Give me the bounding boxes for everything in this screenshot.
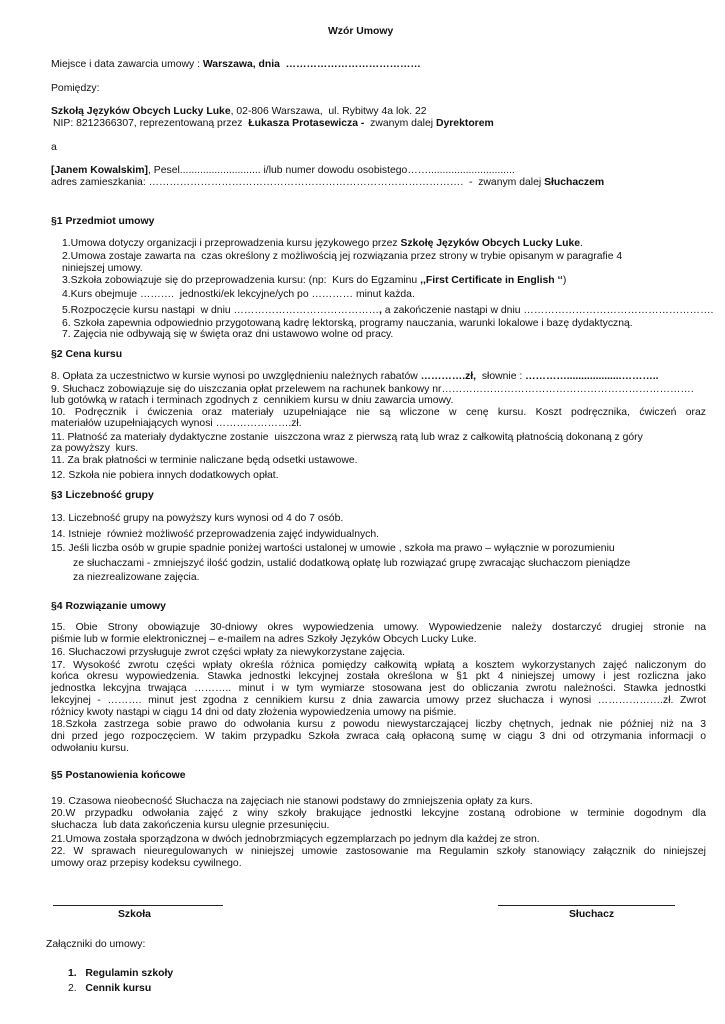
s4-item-15-cont: piśmie lub w formie elektronicznej – e-mailem na adres Szkoły Języków Obcych Lucky Luke. (51, 634, 477, 645)
s2-item-12: 12. Szkoła nie pobiera innych dodatkowych opłat. (51, 470, 279, 481)
party2-name: [Janem Kowalskim] (51, 165, 149, 176)
s2-item-9-cont: lub gotówką w ratach i terminach zgodnych z cennikiem kursu w dniu zawarcia umowy. (51, 395, 454, 406)
s5-item-22-cont: umowy oraz przepisy kodeksu cywilnego. (51, 858, 242, 869)
party1-called: zwanym dalej (364, 118, 434, 129)
s4-item-17-cont2: jednostka lekcyjna trwająca ……….. minut i w tym wymiarze stosowana jest do obliczania zwrotu należności. Stawka jednostki (51, 683, 706, 694)
school-signature-label: Szkoła (118, 909, 151, 920)
s4-item-17-cont4: różnicy kwoty nastąpi w ciągu 14 dni od daty złożenia wypowiedzenia umowy na piśmie. (51, 707, 457, 718)
s4-item-17: 17. Wysokość zwrotu części wpłaty określa różnica pomiędzy całkowitą wpłatą a kosztem wykorzystanych zajęć naliczonym do (51, 660, 706, 671)
s2-item-10: 10. Podręcznik i ćwiczenia oraz materiały uzupełniające nie są wliczone w cenę kursu. Koszt podręcznika, ćwiczeń oraz (51, 407, 706, 418)
s2-item-11b: 11. Za brak płatności w terminie naliczane będą odsetki ustawowe. (51, 455, 358, 466)
attachments-label: Załączniki do umowy: (46, 939, 146, 950)
between-label: Pomiędzy: (51, 83, 100, 94)
s1-item-2-cont: niniejszej umowy. (62, 263, 143, 274)
student-signature-line (498, 905, 675, 906)
party2-pesel: , Pesel............................ i/lub numer dowodu osobistego…….............................. (148, 165, 515, 176)
section4-heading: §4 Rozwiązanie umowy (51, 601, 166, 612)
s3-item-14: 14. Istnieje również możliwość przeprowadzenia zajęć indywidualnych. (51, 529, 380, 540)
place-date-dots: ………………………………… (285, 59, 421, 70)
party2-address: adres zamieszkania: ………………………………………………………………………………. - zwanym dalej (51, 177, 542, 188)
party1-nip-line (53, 118, 494, 130)
s5-item-20: 20.W przypadku odwołania zajęć z winy szkoły brakujące jednostki lekcyjne zostaną odrobione w terminie dogodnym dla (51, 808, 706, 819)
s1-item-1: 1.Umowa dotyczy organizacji i przeprowadzenia kursu językowego przez Szkołę Języków Obcych Lucky Luke. (62, 238, 583, 249)
section2-heading: §2 Cena kursu (51, 349, 123, 360)
party1-role: Dyrektorem (435, 118, 494, 129)
s5-item-22: 22. W sprawach nieuregulowanych w niniejszej umowie zastosowanie ma Regulamin szkoły stanowiący załącznik do niniejszej (51, 846, 706, 857)
party2-line (51, 165, 515, 177)
s1-item-7: 7. Zajęcia nie odbywają się w święta oraz dni ustawowo wolne od pracy. (62, 329, 394, 340)
party1-representative: Łukasza Protasewicza (248, 118, 358, 129)
s3-item-13: 13. Liczebność grupy na powyższy kurs wynosi od 4 do 7 osób. (51, 513, 344, 524)
s5-item-20-cont: słuchacza lub data zakończenia kursu ulegnie przesunięciu. (51, 820, 330, 831)
s4-item-17-cont3: lekcyjnej - ………. minut jest zgodna z cennikiem kursu z dnia zawarcia umowy przez słuchacza i wynosi ……………….zł. Zwrot (51, 695, 706, 706)
s3-item-15-cont: ze słuchaczami - zmniejszyć ilość godzin, ustalić dodatkową opłatę lub rozwiązać grupę zwracając słuchaczom pieniądze (73, 558, 631, 569)
and-label: a (51, 142, 57, 153)
party2-role: Słuchaczem (544, 177, 605, 188)
section3-heading: §3 Liczebność grupy (51, 490, 154, 501)
s2-item-11-cont: za powyższy kurs. (51, 443, 139, 454)
party1-address: , 02-806 Warszawa, ul. Rybitwy 4a lok. 22 (230, 106, 427, 117)
s4-item-15: 15. Obie Strony obowiązuje 30-dniowy okres wypowiedzenia umowy. Wypowiedzenie należy dostarczyć drugiej stronie na (51, 622, 706, 633)
section5-heading: §5 Postanowienia końcowe (51, 770, 186, 781)
student-signature-label: Słuchacz (569, 909, 615, 920)
party1-dash: - (357, 118, 365, 129)
school-signature-line (53, 905, 223, 906)
place-date-label: Miejsce i data zawarcia umowy : (51, 59, 200, 70)
s5-item-19: 19. Czasowa nieobecność Słuchacza na zajęciach nie stanowi podstawy do zmniejszenia opłaty za kurs. (51, 796, 533, 807)
s4-item-18-cont1: dni przed jego rozpoczęciem. W takim przypadku Szkoła zwraca całą opłaconą sumę w ciągu 3 dni od otrzymania informacji o (51, 731, 706, 742)
s2-item-10-cont: materiałów uzupełniających wynosi ………………….zł. (51, 418, 302, 429)
party1-nip: NIP: 8212366307, reprezentowaną przez (53, 118, 243, 129)
party1-line (51, 106, 427, 118)
place-date-line (51, 59, 421, 71)
s1-item-6: 6. Szkoła zapewnia odpowiednio przygotowaną kadrę lektorską, programy nauczania, warunki lokalowe i bazę dydaktyczną. (62, 318, 633, 329)
section1-heading: §1 Przedmiot umowy (51, 216, 155, 227)
attachment-item: 2. Cennik kursu (68, 983, 152, 994)
s4-item-17-cont1: końca okresu wypowiedzenia. Stawka jednostki lekcyjnej została określona w §1 pkt 4 niniejszej umowy i jest rozliczna jako (51, 671, 706, 682)
s3-item-15-cont2: za niezrealizowane zajęcia. (73, 572, 200, 583)
s1-item-2: 2.Umowa zostaje zawarta na czas określony z możliwością jej rozwiązania przez strony w trybie opisanym w paragrafie 4 (62, 251, 623, 262)
place-date-value: Warszawa, dnia (202, 59, 280, 70)
s2-item-9: 9. Słuchacz zobowiązuje się do uiszczania opłat przelewem na rachunek bankowy nr………………………………………………………………. (51, 384, 694, 395)
s3-item-15: 15. Jeśli liczba osób w grupie spadnie poniżej wartości ustalonej w umowie , szkoła ma prawo – wyłącznie w porozumieniu (51, 543, 615, 554)
s4-item-18: 18.Szkoła zastrzega sobie prawo do odwołania kursu z powodu niewystarczającej liczby chętnych, jednak nie później niż na 3 (51, 719, 706, 730)
s1-item-5: 5.Rozpoczęcie kursu nastąpi w dniu ……………………………………, a zakończenie nastąpi w dniu ………………………………………………. (62, 305, 714, 316)
party1-name: Szkołą Języków Obcych Lucky Luke (51, 106, 231, 117)
s4-item-16: 16. Słuchaczowi przysługuje zwrot części wpłaty za niewykorzystane zajęcia. (51, 647, 406, 658)
attachment-item: 1. Regulamin szkoły (68, 968, 174, 979)
s1-item-4: 4.Kurs obejmuje ………. jednostki/ek lekcyjne/ych po ………… minut każda. (62, 289, 415, 300)
s5-item-21: 21.Umowa została sporządzona w dwóch jednobrzmiących egzemplarzach po jednym dla każdej ze stron. (51, 834, 540, 845)
s1-item-3: 3.Szkoła zobowiązuje się do przeprowadzenia kursu: (np: Kurs do Egzaminu ,,First Certificate in English ‘‘) (62, 275, 567, 286)
s2-item-8: 8. Opłata za uczestnictwo w kursie wynosi po uwzględnieniu należnych rabatów ………….zł, słownie : …………...................……….. (51, 371, 659, 382)
s2-item-11: 11. Płatność za materiały dydaktyczne zostanie uiszczona wraz z pierwszą ratą lub wraz z całkowitą płatnością dokonaną z góry (51, 432, 643, 443)
party2-address-line (51, 177, 604, 189)
document-title: Wzór Umowy (328, 26, 394, 37)
s4-item-18-cont2: odwołaniu kursu. (51, 743, 129, 754)
